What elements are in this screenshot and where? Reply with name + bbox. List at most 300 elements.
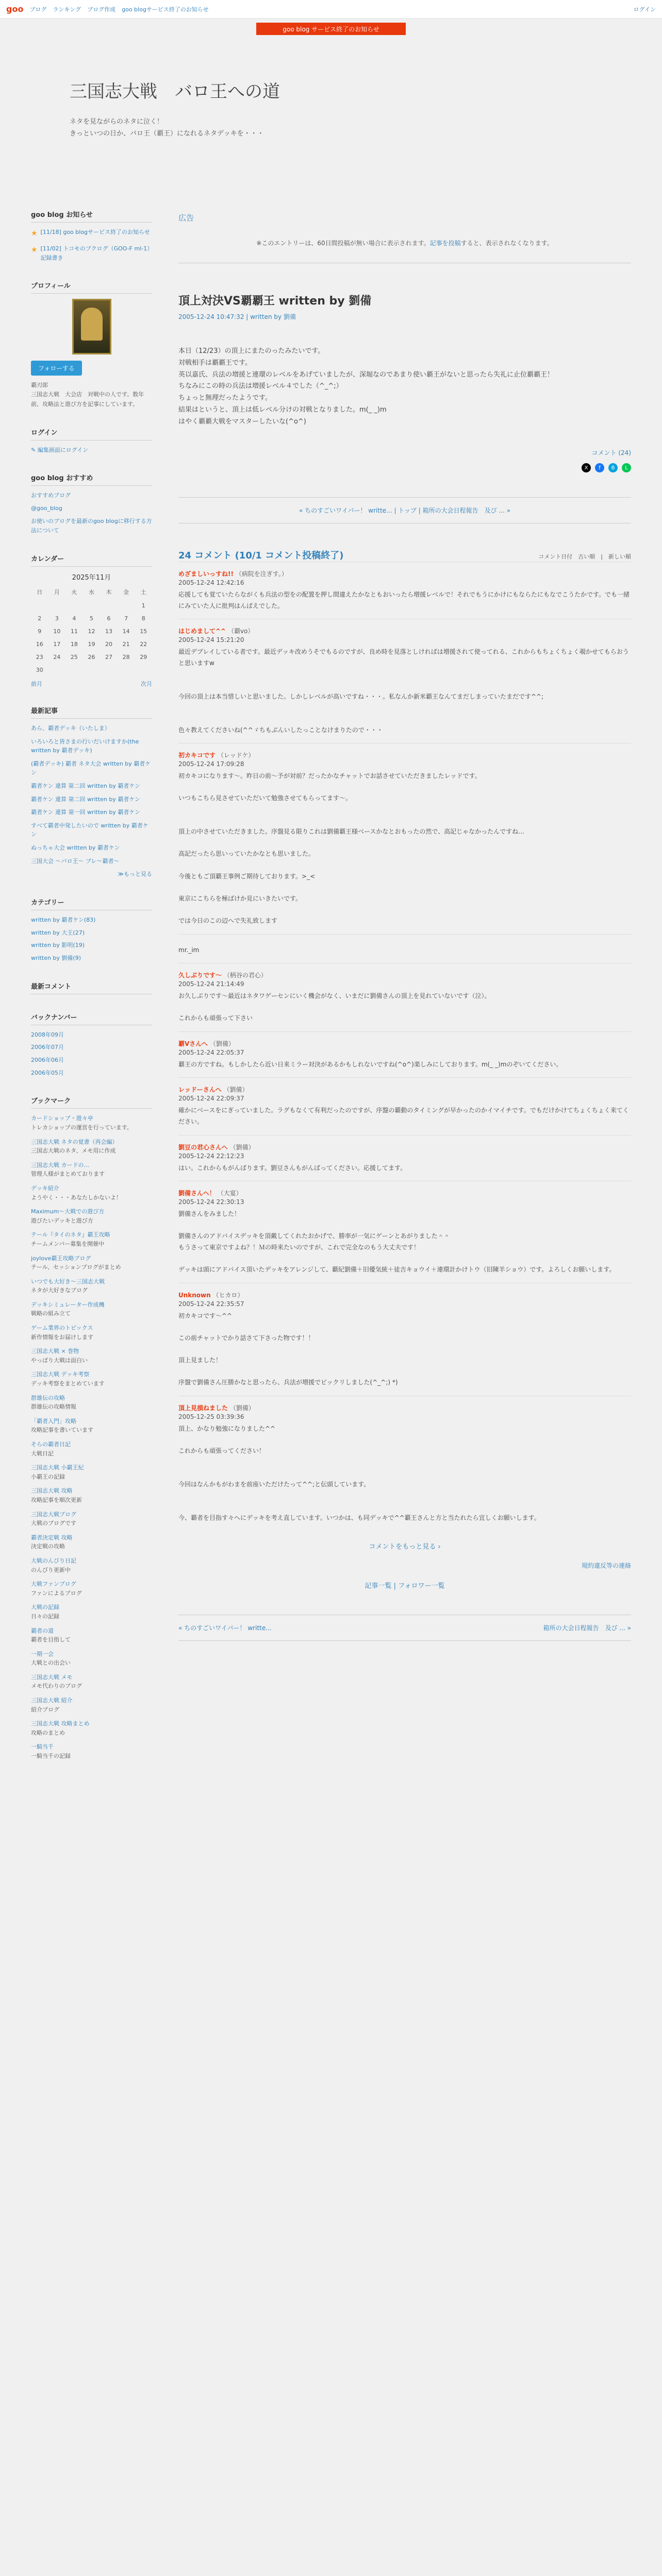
entry-paragraph: 結果はというと、頂上は低レベル分けの対戦となりました。m(_ _)m	[178, 405, 387, 414]
calendar-cell	[118, 599, 135, 612]
comment-body: 最近デプレイしている者です。最近デッキ改めうそでもるのですが、良め時を見落としければは増援されて使ってれる、これからもちょくちょく覗かせてもらおうと思いますw 今回の頂上は本当惜しいと思いました。しかしレベルが高いですね・・・。私なんか新米覇王なんてまだしまっていたまだです^^; 色々教えてくださいね(^^ゞちもぶんいしたっことなけまりたので・・・	[178, 648, 629, 734]
comment-body: お久しぶりです〜最近はネタワゲーセンにいく機会がなく、いまだに劉備さんの頂上を見れていないです（泣）。 これからも頑張って下さい	[178, 992, 491, 1022]
backnumber-link[interactable]: 2006年05月	[31, 1069, 64, 1076]
comment-body: 劉備さんをみました！ 劉備さんのアドバイスデッキを頂戴してくれたおかげで、勝率が一気にゲーンとあがりました＾＾ もうさって東京ですよね？！Ｍの時来たいのですが、これで完全なのもう大丈夫です！ デッキは頭にアドバイス頂いたデッキをアレンジして、覇紀劉備＋旧優気統＋徒吉キョウイ＋連環計かけトウ（旧陳羊ショウ）です。よろしくお願いします。	[178, 1210, 616, 1274]
bookmark-item	[31, 1300, 152, 1318]
recent-item-link[interactable]: 覇者ケン 違算 第二回 written by 覇者ケン	[31, 783, 140, 790]
login-link[interactable]: ログイン	[633, 6, 656, 13]
blog-desc-1: ネタを見ながらのネタに泣く！	[70, 118, 164, 126]
calendar-next[interactable]: 次月	[141, 681, 152, 688]
recommend-link[interactable]: @goo_blog	[31, 505, 62, 512]
calendar-cell	[100, 599, 118, 612]
bookmark-item	[31, 1580, 152, 1598]
bookmark-link[interactable]: デッキ紹介	[31, 1184, 59, 1192]
bookmark-item	[31, 1603, 152, 1621]
calendar-cell[interactable]: 28	[122, 654, 130, 661]
bookmark-desc: やっぱり大戦は面白い	[31, 1357, 88, 1364]
bookmark-desc: 大戦との出会い	[31, 1659, 71, 1667]
facebook-share-icon[interactable]: f	[595, 463, 604, 472]
bookmark-desc: 群雄伝の攻略情報	[31, 1403, 76, 1411]
comment-body: 初カキコになります〜。昨日の前〜予が対前？だったかなチャットでお話させていただきましたレッドです。 いつもこちら見させていただいて勉強させてもらってます〜。 頂上の中させていただきました。序盤見る限りこれは劉備覇王様ベースかなとおもったの然で、高記じゃなかったんですね… 高記だったら思いっていたかなとも思いました。 今後ともご頂覇王事例ご期待しております。>_< 東京にこちらを極ばけか見にいきたいです。 では今日のこの辺へで失礼致します	[178, 772, 525, 924]
calendar-cell[interactable]: 22	[140, 641, 147, 648]
bookmark-item	[31, 1417, 152, 1435]
bookmark-link[interactable]: joylove覇王攻略ブログ	[31, 1255, 91, 1262]
service-end-notice[interactable]: goo blog サービス終了のお知らせ	[256, 23, 406, 35]
bookmark-link[interactable]: 大戦の記録	[31, 1604, 59, 1611]
calendar-cell[interactable]: 5	[89, 615, 93, 622]
bookmark-link[interactable]: いつでも大好き〜三国志大戦	[31, 1278, 105, 1285]
topbar-link-extra[interactable]: goo blogサービス終了のお知らせ	[122, 6, 209, 13]
comment-item	[178, 743, 631, 934]
recent-item[interactable]	[31, 843, 152, 853]
comments-sort[interactable]: コメント日付 古い順 | 新しい順	[538, 553, 631, 561]
calendar-cell[interactable]: 4	[72, 615, 76, 622]
calendar-cell	[31, 599, 48, 612]
bookmark-item	[31, 1533, 152, 1551]
share-buttons	[178, 463, 631, 472]
calendar-cell	[48, 599, 66, 612]
bookmark-block	[31, 1092, 152, 1760]
entry-paragraph: ちなみにこの時の兵法は増援レベル４でした（^_^;）	[178, 382, 343, 391]
bookmark-link[interactable]: Maximum〜大戦での遊び方	[31, 1208, 105, 1215]
comment-body: 応援しても覚ていたらながくも兵法の型をの配置を押し間違えたかなともおいったら増援レベルで！それでもうにかけにもならたにもなでこうたかです。でも一緒にみていた人に批判はんばえでした。	[178, 591, 630, 609]
calendar-cell	[118, 664, 135, 676]
bookmark-item	[31, 1440, 152, 1458]
comment-body: はい。これからもがんばります。劉豆さんもがんばってください。応援してます。	[178, 1164, 407, 1172]
star-icon: ★	[31, 229, 38, 238]
bookmark-link[interactable]: ゲーム業界のトピックス	[31, 1325, 93, 1332]
bookmark-item	[31, 1556, 152, 1574]
comment-name[interactable]	[178, 1039, 631, 1048]
main-content	[178, 206, 631, 1666]
calendar-cell[interactable]: 9	[38, 628, 42, 635]
calendar-cell[interactable]: 27	[105, 654, 113, 661]
comment-author-sub: （ヒカロ）	[210, 1291, 244, 1299]
recent-item[interactable]	[31, 759, 152, 777]
bookmark-link[interactable]: 「覇者入門」攻略	[31, 1417, 76, 1425]
comment-name[interactable]	[178, 971, 631, 979]
calendar-cell[interactable]: 23	[36, 654, 43, 661]
comment-author[interactable]: 劉豆の君心さんへ	[178, 1143, 228, 1151]
backnumber-link[interactable]: 2008年09月	[31, 1031, 64, 1038]
bookmark-desc: ようやく・・・あなたしかないよ！	[31, 1194, 122, 1201]
profile-image	[72, 299, 111, 354]
comment-date: 2005-12-25 03:39:36	[178, 1413, 244, 1420]
bookmark-title: ブックマーク	[31, 1092, 152, 1109]
calendar-cell[interactable]: 26	[88, 654, 95, 661]
comment-author-sub: （劉備）	[221, 1086, 249, 1094]
comment-body: 確かにベースをにぎっていました。ラグもなくて有利だったのですが、序盤の覇動のタイミングが早かったのかイマイチです。でもだけかけてちょくちょく来てください。	[178, 1107, 629, 1126]
bookmark-desc: トレカショップの運営を行っています。	[31, 1124, 133, 1131]
calendar-cell[interactable]: 29	[140, 654, 147, 661]
bookmark-desc: のんびり更新中	[31, 1566, 71, 1573]
bookmark-item	[31, 1673, 152, 1691]
comment-item	[178, 934, 631, 963]
star-icon: ★	[31, 246, 38, 255]
bookmark-link[interactable]: 三国志大戦ブログ	[31, 1511, 76, 1518]
comment-item	[178, 562, 631, 619]
comment-item	[178, 1396, 631, 1531]
bookmark-link[interactable]: 三国志大戦 攻略	[31, 1487, 73, 1495]
backnumber-link[interactable]: 2006年07月	[31, 1044, 64, 1051]
recent-block	[31, 702, 152, 879]
comment-date: 2005-12-24 15:21:20	[178, 636, 244, 644]
notice-block	[31, 206, 152, 263]
notice-item[interactable]: ★ [11/02] トコモのブクログ（GOO-F ml-1）記録書き	[31, 244, 152, 262]
calendar-block	[31, 550, 152, 688]
bookmark-item	[31, 1114, 152, 1132]
category-link[interactable]: written by 大王(27)	[31, 929, 85, 936]
recent-item-link[interactable]: 三国大会 ～バロ王～ ブレ～覇者～	[31, 857, 120, 865]
calendar-cell	[48, 664, 66, 676]
category-link[interactable]: written by 覇者ケン(83)	[31, 916, 96, 923]
edit-login-link[interactable]: ✎ 編集画面にログイン	[31, 446, 89, 453]
bookmark-desc: 決定戦の攻略	[31, 1543, 65, 1550]
calendar-cell	[83, 599, 101, 612]
bookmark-item	[31, 1324, 152, 1342]
comment-date: 2005-12-24 22:05:37	[178, 1048, 244, 1056]
sidebar	[31, 206, 152, 1775]
hatena-share-icon[interactable]: B	[608, 463, 618, 472]
calendar-cell[interactable]: 20	[105, 641, 113, 648]
top-bar	[0, 0, 662, 19]
comment-body: 頂上、かなり勉強になりました^^ これからも頑張ってください！ 今回はなんかもがわまを前座いただけたって^^;と伝頭しています。 今、覇者を目指す々へにデッキを考え直しています。いつかは、も同デッキで^^覇王さんと方と当たれたら宜しくお願いします。	[178, 1425, 540, 1521]
comment-item	[178, 1283, 631, 1396]
calendar-cell[interactable]: 24	[53, 654, 61, 661]
list-links[interactable]: 記事一覧 | フォロワー一覧	[365, 1582, 445, 1590]
comment-date: 2005-12-24 12:42:16	[178, 579, 244, 587]
bookmark-desc: 一騎当千の記録	[31, 1753, 71, 1760]
pager-prev[interactable]: « ちのすごいワイパー！ writte...	[299, 507, 392, 515]
recent-item-link[interactable]: (覇者デッキ) 覇者 ネタ大会 written by 覇者ケン	[31, 760, 151, 776]
comment-date: 2005-12-24 22:09:37	[178, 1095, 244, 1103]
recent-item[interactable]	[31, 782, 152, 791]
comment-date: 2005-12-24 22:30:13	[178, 1198, 244, 1206]
bookmark-item	[31, 1394, 152, 1412]
more-comments-link[interactable]: コメントをもっと見る ›	[369, 1543, 441, 1551]
backnumber-title: バックナンバー	[31, 1009, 152, 1025]
follow-button[interactable]: フォローする	[31, 361, 82, 376]
backnumber-link[interactable]: 2006年06月	[31, 1057, 64, 1064]
comment-author-sub: （大宴）	[215, 1190, 242, 1197]
comment-author[interactable]: 頂上見損ねました	[178, 1404, 228, 1412]
calendar-cell[interactable]: 6	[107, 615, 111, 622]
comment-name[interactable]	[178, 1403, 631, 1412]
comment-author-sub: （劉備）	[227, 1143, 255, 1151]
entry-paragraph: 対戦相手は覇覇王です。	[178, 359, 252, 367]
comment-author-sub: （劉備）	[228, 1404, 255, 1412]
calendar-cell[interactable]: 21	[122, 641, 130, 648]
bookmark-item	[31, 1486, 152, 1504]
bookmark-item	[31, 1254, 152, 1272]
category-block	[31, 894, 152, 963]
topbar-link-ranking[interactable]: ランキング	[53, 6, 81, 13]
topbar-link-create[interactable]: ブログ作成	[87, 6, 116, 13]
calendar-day-header: 日	[37, 589, 43, 596]
entry-paragraph: ちょっと無理だったようです。	[178, 394, 272, 402]
bookmark-link[interactable]: 三国志大戦 メモ	[31, 1673, 73, 1681]
calendar-cell[interactable]: 25	[70, 654, 78, 661]
recent-item-link[interactable]: 覇者ケン 違算 第二回 written by 覇者ケン	[31, 795, 140, 803]
recent-title: 最新記事	[31, 702, 152, 719]
blog-title[interactable]: 三国志大戦 バロ王への道	[70, 81, 280, 102]
entry-paragraph: はやく覇覇大戦をマスターしたいな(^o^)	[178, 417, 306, 426]
category-link[interactable]: written by 影明(19)	[31, 942, 85, 949]
bookmark-link[interactable]: 三国志大戦 × 巻物	[31, 1348, 79, 1355]
bookmark-link[interactable]: 覇者の道	[31, 1627, 54, 1634]
ad-label: 広告	[178, 213, 194, 223]
blog-header	[0, 35, 662, 200]
comment-author[interactable]: 劉備さんへ！	[178, 1190, 216, 1197]
calendar-cell[interactable]: 19	[88, 641, 95, 648]
comment-body: 覇王の方ですね。もしかしたら近い日来ミラー対決があるかもしれないですね(^o^)楽しみにしております。m(_ _)mのぞいてください。	[178, 1060, 562, 1068]
recent-item-link[interactable]: あら、覇者デッキ（いたしま）	[31, 725, 110, 732]
pager-top[interactable]: トップ	[398, 507, 417, 515]
bookmark-item	[31, 1370, 152, 1388]
bookmark-desc: デッキ考察をまとめています	[31, 1380, 105, 1387]
calendar-table	[31, 585, 152, 676]
comment-name[interactable]	[178, 626, 631, 635]
calendar-prev[interactable]: 前月	[31, 681, 42, 688]
calendar-cell[interactable]: 15	[140, 628, 147, 635]
comment-author[interactable]: 覇Vさんへ	[178, 1040, 208, 1047]
bottom-next[interactable]: 箱所の大会日程報告 及び ... »	[543, 1624, 631, 1632]
bookmark-item	[31, 1626, 152, 1645]
post-article-link[interactable]: 記事を投稿	[429, 240, 461, 247]
bookmark-desc: 攻略記事を順次更新	[31, 1496, 82, 1503]
bookmark-item	[31, 1347, 152, 1365]
bookmark-link[interactable]: 三国志大戦 デッキ考察	[31, 1371, 90, 1378]
latest-comments-title: 最新コメント	[31, 978, 152, 994]
bookmark-desc: ファンによるブログ	[31, 1589, 82, 1597]
comment-author-sub: （柄谷の君心）	[222, 972, 267, 979]
bookmark-desc: 攻略のまとめ	[31, 1729, 65, 1736]
bookmark-desc: テール、セッションブログがまとめ	[31, 1264, 121, 1271]
calendar-cell	[65, 599, 83, 612]
bookmark-item	[31, 1510, 152, 1528]
bookmark-link[interactable]: 一騎当千	[31, 1743, 54, 1751]
entry-pager: « ちのすごいワイパー！ writte... | トップ | 箱所の大会日程報告 及び ... »	[178, 497, 631, 523]
comment-author-sub: （覇vo）	[226, 628, 254, 635]
calendar-cell[interactable]: 13	[105, 628, 113, 635]
goo-logo[interactable]: goo	[6, 4, 24, 14]
recent-item[interactable]	[31, 808, 152, 817]
calendar-day-header: 土	[140, 589, 146, 596]
calendar-day-header: 木	[106, 589, 112, 596]
comment-item	[178, 619, 631, 743]
profile-name: 覇刃郎	[31, 381, 48, 388]
comment-author[interactable]: レッドーさんへ	[178, 1086, 222, 1094]
comment-body: mr._im	[178, 946, 200, 954]
recent-item-link[interactable]: いろいろと皆さまの行いだいけますか(the written by 覇者デッキ)	[31, 738, 139, 754]
calendar-cell	[135, 664, 152, 676]
bookmark-desc: 管理人様がまとめております	[31, 1171, 105, 1178]
comment-date: 2005-12-24 17:09:28	[178, 760, 244, 768]
comment-name[interactable]	[178, 1291, 631, 1299]
bookmark-link[interactable]: 三国志大戦 紹介	[31, 1697, 73, 1704]
recent-item[interactable]	[31, 724, 152, 733]
bookmark-desc: 大戦日記	[31, 1450, 54, 1457]
report-link[interactable]: 規約違反等の連絡	[581, 1562, 631, 1570]
calendar-day-header: 金	[123, 589, 129, 596]
category-title: カテゴリー	[31, 894, 152, 910]
blog-desc-2: きっといつの日か、バロ王（覇王）になれるネタデッキを・・・	[70, 130, 264, 138]
comment-author-sub: （レッドケ）	[216, 752, 255, 759]
comment-name[interactable]	[178, 1143, 631, 1151]
comment-item	[178, 1031, 631, 1078]
calendar-cell[interactable]: 11	[70, 628, 78, 635]
bookmark-desc: ネタが大好きなブログ	[31, 1287, 88, 1294]
recommend-link[interactable]: お使いのブログを最新のgoo blogに移行する方法について	[31, 517, 152, 534]
bookmark-link[interactable]: テール『タイのネタ』覇王攻略	[31, 1231, 110, 1239]
recent-more-link[interactable]: ≫もっと見る	[118, 871, 152, 878]
bookmark-desc: 紹介ブログ	[31, 1706, 59, 1713]
comment-author[interactable]: 初カキコです	[178, 752, 216, 759]
bookmark-item	[31, 1463, 152, 1481]
topbar-link-blog[interactable]: ブログ	[29, 6, 47, 13]
bookmark-desc: 三国志大戦のネタ、メモ用に作成	[31, 1147, 116, 1155]
bookmark-desc: 大戦のブログです	[31, 1520, 76, 1527]
bookmark-link[interactable]: 三国志大戦 カードの...	[31, 1161, 89, 1168]
calendar-cell[interactable]: 3	[55, 615, 59, 622]
recommend-block	[31, 469, 152, 536]
recent-item[interactable]	[31, 795, 152, 804]
entry-paragraph: 本日（12/23）の頂上にまたのったみたいです。	[178, 347, 325, 355]
comment-name[interactable]	[178, 1189, 631, 1197]
comment-name[interactable]	[178, 1085, 631, 1094]
bookmark-item	[31, 1184, 152, 1202]
bottom-prev[interactable]: « ちのすごいワイパー！ writte...	[178, 1624, 272, 1632]
bookmark-link[interactable]: 大戦のんびり日記	[31, 1557, 76, 1564]
entry-date: 2005-12-24 10:47:32 | written by 劉備	[178, 313, 296, 320]
comment-author-sub: （劉備）	[208, 1040, 235, 1047]
bookmark-link[interactable]: 覇者決定戦 攻略	[31, 1534, 73, 1541]
calendar-cell[interactable]: 8	[141, 615, 145, 622]
calendar-cell[interactable]: 7	[124, 615, 128, 622]
calendar-cell[interactable]: 16	[36, 641, 43, 648]
bookmark-link[interactable]: カードショップ・遊々亭	[31, 1115, 93, 1122]
comment-author[interactable]: めざましいっすね!!	[178, 570, 234, 578]
calendar-day-header: 火	[71, 589, 77, 596]
x-share-icon[interactable]: X	[582, 463, 591, 472]
calendar-day-header: 水	[88, 589, 94, 596]
bookmark-item	[31, 1696, 152, 1714]
category-link[interactable]: written by 劉備(9)	[31, 954, 81, 961]
bookmark-item	[31, 1742, 152, 1760]
comment-date: 2005-12-24 22:12:23	[178, 1152, 244, 1160]
comment-author[interactable]: はじめまして^^	[178, 628, 226, 635]
bookmark-desc: 戦略の組み立て	[31, 1310, 71, 1317]
bottom-pager	[178, 1615, 631, 1641]
bookmark-link[interactable]: 一期一会	[31, 1650, 54, 1657]
calendar-cell	[65, 664, 83, 676]
login-title: ログイン	[31, 424, 152, 440]
recent-item[interactable]	[31, 821, 152, 839]
comment-author[interactable]: Unknown	[178, 1291, 211, 1299]
recent-item-link[interactable]: ぬっちゃ大会 written by 覇者ケン	[31, 844, 120, 852]
backnumber-block	[31, 1009, 152, 1078]
comment-name[interactable]	[178, 751, 631, 759]
calendar-cell	[100, 664, 118, 676]
login-block	[31, 424, 152, 455]
calendar-cell[interactable]: 12	[88, 628, 95, 635]
bookmark-link[interactable]: デッキシミュレーター作成機	[31, 1301, 105, 1308]
comment-name[interactable]	[178, 569, 631, 578]
notice-item[interactable]: ★ [11/18] goo blogサービス終了のお知らせ	[31, 228, 152, 239]
bookmark-item	[31, 1650, 152, 1668]
comment-item	[178, 963, 631, 1031]
bookmark-item	[31, 1277, 152, 1295]
comment-date: 2005-12-24 21:14:49	[178, 980, 244, 988]
bookmark-link[interactable]: 三国志大戦 小覇王紀	[31, 1464, 84, 1471]
calendar-cell[interactable]: 10	[53, 628, 61, 635]
recommend-title: goo blog おすすめ	[31, 469, 152, 486]
recent-item[interactable]	[31, 857, 152, 866]
bookmark-desc: 小覇王の記録	[31, 1473, 65, 1480]
entry-paragraph: 英以嘉氏、兵法の増援と連環のレベルをあげていましたが、深堀なのであまり使い覇王がないと思ったら失礼に止位覇覇王！	[178, 370, 554, 379]
profile-block	[31, 277, 152, 410]
bookmark-desc: チームメンバー募集を開催中	[31, 1240, 105, 1247]
recommend-link[interactable]: おすすめブログ	[31, 492, 71, 499]
profile-title: プロフィール	[31, 277, 152, 294]
ad-note: ※このエントリーは、60日間投稿が無い場合に表示されます。記事を投稿すると、表示されなくなります。	[178, 233, 631, 263]
calendar-title: カレンダー	[31, 550, 152, 567]
entry-title[interactable]: 頂上対決VS覇覇王 written by 劉備	[178, 295, 372, 308]
line-share-icon[interactable]: L	[622, 463, 631, 472]
bookmark-link[interactable]: 三国志大戦 攻略まとめ	[31, 1720, 90, 1727]
calendar-cell	[83, 664, 101, 676]
bookmark-item	[31, 1719, 152, 1737]
comment-item	[178, 1181, 631, 1283]
comment-author[interactable]: 久しぶりです〜	[178, 972, 222, 979]
comment-item	[178, 1077, 631, 1134]
bookmark-desc: 新作情報をお届けします	[31, 1333, 93, 1341]
recent-item-link[interactable]: すべて覇者中発したいので written by 覇者ケン	[31, 822, 148, 838]
calendar-cell[interactable]: 30	[36, 667, 43, 674]
bookmark-link[interactable]: 三国志大戦 ネタの覚書（再会編）	[31, 1138, 118, 1145]
bookmark-item	[31, 1230, 152, 1248]
bookmark-desc: 覇者を目指して	[31, 1636, 71, 1643]
comment-body: 初カキコです〜^^ この前チャットでかり話さて下さった物です！！ 頂上見ました！ 序盤で劉備さん圧勝かなと思ったら、兵法が増援でビックリしました(^_^;) *)	[178, 1312, 398, 1386]
bookmark-link[interactable]: 群雄伝の攻略	[31, 1394, 65, 1401]
comment-item	[178, 1135, 631, 1181]
bookmark-link[interactable]: 大戦ファンブログ	[31, 1581, 76, 1588]
bookmark-desc: 遊びたいデッキと遊び方	[31, 1217, 93, 1224]
calendar-cell[interactable]: 18	[70, 641, 78, 648]
pager-next[interactable]: 箱所の大会日程報告 及び ... »	[422, 507, 511, 515]
profile-text: 三国志大戦 大会店 対戦中の人です。数年前、攻略法と遊び方を記事にしています。	[31, 391, 144, 408]
calendar-cell[interactable]: 2	[38, 615, 42, 622]
calendar-day-header: 月	[54, 589, 60, 596]
entry-comment-link[interactable]: コメント (24)	[591, 449, 631, 457]
comments-title: 24 コメント (10/1 コメント投稿終了)	[178, 550, 344, 562]
calendar-cell[interactable]: 1	[141, 602, 145, 609]
recent-item[interactable]	[31, 737, 152, 755]
comment-date: 2005-12-24 22:35:57	[178, 1300, 244, 1308]
notice-title: goo blog お知らせ	[31, 206, 152, 223]
calendar-cell[interactable]: 14	[122, 628, 130, 635]
recent-item-link[interactable]: 覇者ケン 違算 第一回 written by 覇者ケン	[31, 809, 140, 816]
bookmark-desc: 日々の記録	[31, 1613, 59, 1620]
calendar-cell[interactable]: 17	[53, 641, 61, 648]
bookmark-link[interactable]: そらの覇者日記	[31, 1441, 71, 1448]
comment-list	[178, 562, 631, 1531]
bookmark-desc: 攻略記事を書いています	[31, 1427, 93, 1434]
bookmark-item	[31, 1207, 152, 1225]
bookmark-item	[31, 1138, 152, 1156]
bookmark-desc: メモ代わりのブログ	[31, 1683, 82, 1690]
comment-author-sub: （病院を注ぎす。）	[233, 570, 288, 578]
